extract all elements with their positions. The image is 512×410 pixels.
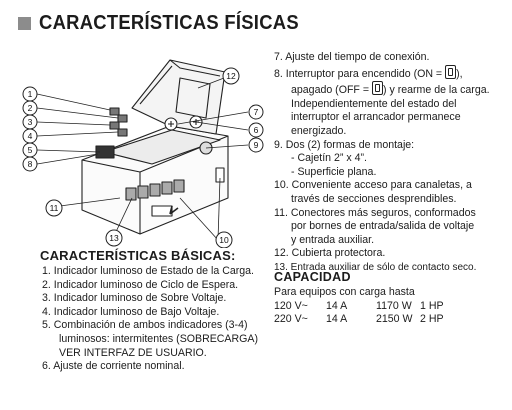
header-bullet xyxy=(18,17,31,30)
callout-5: 5 xyxy=(27,145,33,155)
list-item: 3. Indicador luminoso de Sobre Voltaje. xyxy=(42,292,227,305)
item-10-cont: través de secciones desprendibles. xyxy=(291,192,457,205)
callout-11: 11 xyxy=(49,203,59,213)
physical-features-list xyxy=(274,51,504,275)
list-item: 6. Ajuste de corriente nominal. xyxy=(42,360,185,373)
item-11: 11. Conectores más seguros, conformados xyxy=(274,206,476,219)
power-cell: 2150 W xyxy=(376,313,413,326)
item-8-line xyxy=(274,81,504,98)
table-row xyxy=(274,313,444,327)
item-9: 9. Dos (2) formas de montaje: xyxy=(274,138,415,151)
section-header xyxy=(18,12,321,35)
item-8-text-end: ) y rearme de la carga. xyxy=(382,84,490,97)
callout-13: 13 xyxy=(109,233,119,243)
item-11-cont: por bornes de entrada/salida de voltaje xyxy=(291,220,475,233)
table-row xyxy=(274,300,444,314)
callout-10: 10 xyxy=(219,235,229,245)
callout-8: 8 xyxy=(27,159,33,169)
basic-features-title: CARACTERÍSTICAS BÁSICAS: xyxy=(40,248,236,263)
power-cell: 1170 W xyxy=(376,299,412,312)
callout-12: 12 xyxy=(226,71,236,81)
item-9-option: - Cajetín 2” x 4”. xyxy=(291,152,367,165)
current-cell: 14 A xyxy=(326,299,348,312)
callout-9: 9 xyxy=(253,140,259,150)
item-7: 7. Ajuste del tiempo de conexión. xyxy=(274,51,430,63)
voltage-cell: 220 V~ xyxy=(274,313,308,326)
list-item: 1. Indicador luminoso de Estado de la Carga. xyxy=(42,265,255,277)
list-item: VER INTERFAZ DE USUARIO. xyxy=(59,346,207,359)
item-8-text: apagado (OFF = xyxy=(291,84,370,97)
capacity-intro: Para equipos con carga hasta xyxy=(274,286,415,298)
device-diagram xyxy=(20,48,270,248)
callout-6: 6 xyxy=(253,125,259,135)
callout-3: 3 xyxy=(27,117,33,127)
current-cell: 14 A xyxy=(326,313,348,326)
item-13: 13. Entrada auxiliar de sólo de contacto seco. xyxy=(274,261,477,273)
item-8-line: Independientemente del estado del xyxy=(291,97,457,110)
hp-cell: 1 HP xyxy=(420,299,444,312)
callout-2: 2 xyxy=(27,103,33,113)
item-8-line xyxy=(274,65,504,82)
basic-features-list xyxy=(42,265,257,374)
page-title: CARACTERÍSTICAS FÍSICAS xyxy=(39,12,299,34)
list-item: 2. Indicador luminoso de Ciclo de Espera. xyxy=(42,278,239,291)
item-12: 12. Cubierta protectora. xyxy=(274,247,386,260)
item-11-cont: y entrada auxiliar. xyxy=(291,233,375,246)
item-8-text: 8. Interruptor para encendido (ON = xyxy=(274,67,443,80)
switch-on-icon xyxy=(445,65,456,79)
list-item: luminosos: intermitentes (SOBRECARGA) xyxy=(59,332,258,345)
callout-7: 7 xyxy=(253,107,259,117)
hp-cell: 2 HP xyxy=(420,313,444,326)
callout-4: 4 xyxy=(27,131,33,141)
list-item: 4. Indicador luminoso de Bajo Voltaje. xyxy=(42,305,220,318)
item-8-line: interruptor el arrancador permanece xyxy=(291,111,461,124)
item-10: 10. Conveniente acceso para canaletas, a xyxy=(274,179,472,192)
switch-off-icon xyxy=(372,81,383,95)
item-8-text-end: ), xyxy=(456,67,463,80)
callout-1: 1 xyxy=(27,89,33,99)
capacity-title: CAPACIDAD xyxy=(274,270,351,284)
capacity-table xyxy=(274,286,444,327)
item-9-option: - Superficie plana. xyxy=(291,165,377,178)
voltage-cell: 120 V~ xyxy=(274,299,308,312)
item-8-line: energizado. xyxy=(291,124,347,137)
list-item: 5. Combinación de ambos indicadores (3-4) xyxy=(42,319,248,332)
